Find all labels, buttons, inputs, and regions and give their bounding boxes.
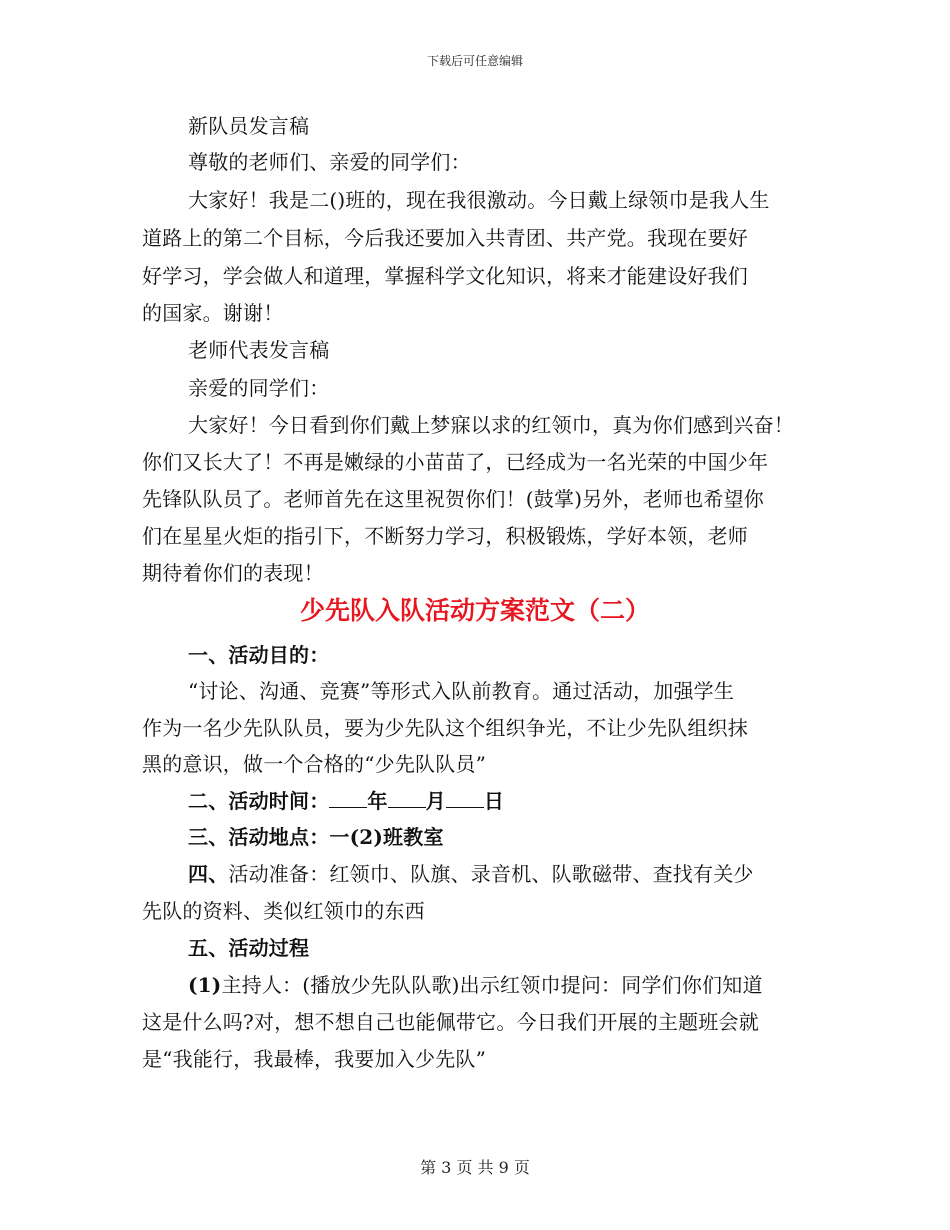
section1-line: “讨论、沟通、竞赛”等形式入队前教育。通过活动，加强学生: [188, 679, 735, 703]
day-label: 日: [483, 789, 505, 813]
section5-text: 主持人：(播放少先队队歌)出示红领巾提问：同学们你们知道: [221, 973, 763, 997]
speech2-line: 大家好！今日看到你们戴上梦寐以求的红领巾，真为你们感到兴奋！: [188, 413, 794, 437]
speech1-greeting: 尊敬的老师们、亲爱的同学们：: [188, 150, 471, 174]
speech2-line: 你们又长大了！不再是嫩绿的小苗苗了，已经成为一名光荣的中国少年: [142, 450, 769, 474]
speech1-line: 的国家。谢谢！: [142, 301, 284, 325]
section5-number: (1): [188, 973, 222, 997]
section4-cont: 先队的资料、类似红领巾的东西: [142, 899, 425, 923]
section4-preparation: [188, 862, 858, 886]
section5-line: 这是什么吗?对，想不想自己也能佩带它。今日我们开展的主题班会就: [142, 1010, 759, 1034]
section5-line: 是“我能行，我最棒，我要加入少先队”: [142, 1047, 487, 1071]
section1-line: 作为一名少先队队员，要为少先队这个组织争光，不让少先队组织抹: [142, 716, 748, 740]
speech2-title: 老师代表发言稿: [188, 338, 330, 362]
section1-line: 黑的意识，做一个合格的“少先队队员”: [142, 752, 487, 776]
page-footer: 第 3 页 共 9 页: [420, 1158, 530, 1177]
speech2-line: 们在星星火炬的指引下，不断努力学习，积极锻炼，学好本领，老师: [142, 524, 748, 548]
section5-heading: 五、活动过程: [188, 936, 310, 960]
plan-title: 少先队入队活动方案范文（二）: [299, 596, 650, 625]
section5-line: [188, 973, 858, 997]
year-blank: [329, 789, 367, 808]
month-label: 月: [425, 789, 446, 813]
section4-text: 活动准备：红领巾、队旗、录音机、队歌磁带、查找有关少: [228, 862, 754, 886]
page-header: 下载后可任意编辑: [426, 54, 523, 68]
month-blank: [388, 789, 426, 808]
speech2-greeting: 亲爱的同学们：: [188, 376, 330, 400]
speech1-line: 大家好！我是二()班的，现在我很激动。今日戴上绿领巾是我人生: [188, 188, 770, 212]
year-label: 年: [367, 789, 388, 813]
speech1-line: 好学习，学会做人和道理，掌握科学文化知识，将来才能建设好我们: [142, 264, 748, 288]
speech2-line: 期待着你们的表现！: [142, 561, 324, 585]
day-blank: [446, 789, 484, 808]
section2-activity-time: [188, 789, 858, 813]
speech2-line: 先锋队队员了。老师首先在这里祝贺你们！(鼓掌)另外，老师也希望你: [142, 487, 765, 511]
section2-label: 二、活动时间：: [188, 789, 330, 813]
speech1-title: 新队员发言稿: [188, 114, 310, 138]
section4-label: 四、: [188, 862, 229, 886]
speech1-line: 道路上的第二个目标，今后我还要加入共青团、共产党。我现在要好: [142, 226, 748, 250]
section3-location: 三、活动地点：一(2)班教室: [188, 825, 444, 849]
section1-heading: 一、活动目的：: [188, 643, 330, 667]
